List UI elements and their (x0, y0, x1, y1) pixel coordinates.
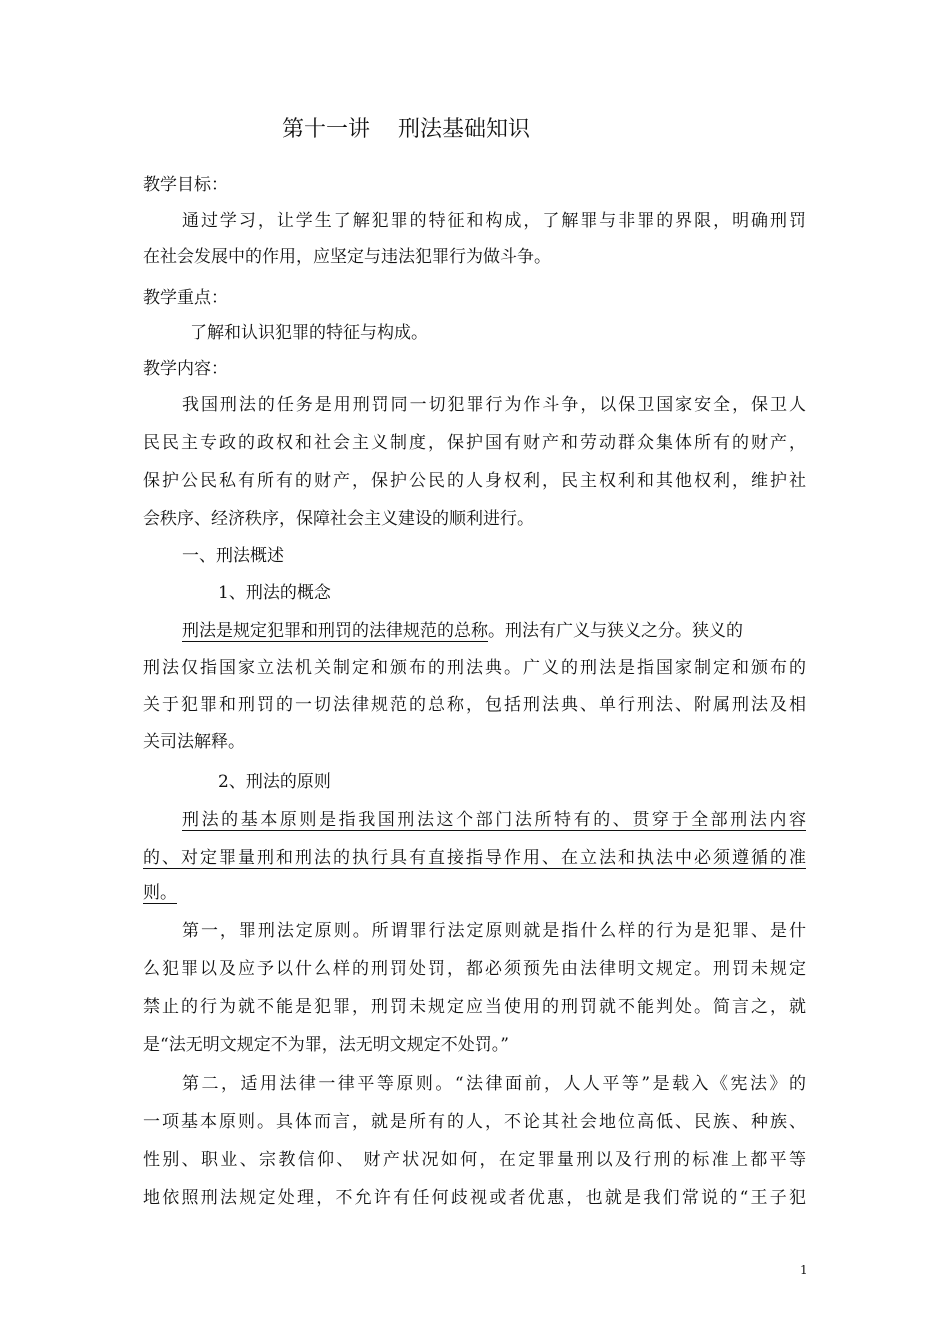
page-title (282, 112, 530, 148)
objectives-line-2: 在社会发展中的作用，应坚定与违法犯罪行为做斗争。 (143, 247, 551, 267)
first-principle-line-2: 么犯罪以及应予以什么样的刑罚处罚，都必须预先由法律明文规定。刑罚未规定 (143, 959, 806, 979)
concept-line-3: 关于犯罪和刑罚的一切法律规范的总称，包括刑法典、单行刑法、附属刑法及相 (143, 695, 806, 715)
content-line-1: 我国刑法的任务是用刑罚同一切犯罪行为作斗争，以保卫国家安全，保卫人 (182, 395, 806, 415)
content-line-3: 保护公民私有所有的财产，保护公民的人身权利，民主权利和其他权利，维护社 (143, 471, 806, 491)
concept-line-1-rest: 。刑法有广义与狭义之分。狭义的 (488, 621, 743, 641)
first-principle-line-1: 第一，罪刑法定原则。所谓罪行法定原则就是指什么样的行为是犯罪、是什 (182, 921, 806, 941)
first-principle-line-4: 是“法无明文规定不为罪，法无明文规定不处罚。” (143, 1035, 509, 1055)
heading-focus: 教学重点： (143, 288, 228, 308)
principle-line-3-underlined: 则。 (143, 883, 177, 903)
subsection-1-heading: 1、刑法的概念 (218, 583, 331, 603)
concept-definition-underlined: 刑法是规定犯罪和刑罚的法律规范的总称 (182, 621, 488, 641)
subsection-2-heading: 2、刑法的原则 (218, 772, 331, 792)
title-subject: 刑法基础知识 (398, 117, 531, 142)
title-lecture-number: 第十一讲 (282, 117, 371, 142)
objectives-line-1: 通过学习，让学生了解犯罪的特征和构成，了解罪与非罪的界限，明确刑罚 (182, 211, 806, 231)
principle-line-1 (182, 805, 806, 835)
principle-line-3 (143, 878, 813, 908)
heading-objectives: 教学目标： (143, 175, 228, 195)
concept-line-1 (182, 616, 806, 646)
section-1-heading: 一、刑法概述 (182, 546, 284, 566)
content-line-4: 会秩序、经济秩序，保障社会主义建设的顺利进行。 (143, 509, 534, 529)
first-principle-line-3: 禁止的行为就不能是犯罪，刑罚未规定应当使用的刑罚就不能判处。简言之，就 (143, 997, 806, 1017)
content-line-2: 民民主专政的政权和社会主义制度，保护国有财产和劳动群众集体所有的财产， (143, 433, 806, 453)
second-principle-line-3: 性别、职业、宗教信仰、 财产状况如何，在定罪量刑以及行刑的标准上都平等 (143, 1150, 806, 1170)
concept-line-2: 刑法仅指国家立法机关制定和颁布的刑法典。广义的刑法是指国家制定和颁布的 (143, 658, 806, 678)
concept-line-4: 关司法解释。 (143, 732, 245, 752)
principle-line-2 (143, 843, 806, 873)
principle-line-2-underlined: 的、对定罪量刑和刑法的执行具有直接指导作用、在立法和执法中必须遵循的准 (143, 848, 806, 868)
second-principle-line-1: 第二，适用法律一律平等原则。“法律面前，人人平等”是载入《宪法》的 (182, 1074, 806, 1094)
second-principle-line-4: 地依照刑法规定处理，不允许有任何歧视或者优惠，也就是我们常说的“王子犯 (143, 1188, 806, 1208)
heading-content: 教学内容： (143, 359, 228, 379)
second-principle-line-2: 一项基本原则。具体而言，就是所有的人，不论其社会地位高低、民族、种族、 (143, 1112, 806, 1132)
page-number: 1 (800, 1263, 808, 1277)
focus-line-1: 了解和认识犯罪的特征与构成。 (190, 323, 428, 343)
principle-line-1-underlined: 刑法的基本原则是指我国刑法这个部门法所特有的、贯穿于全部刑法内容 (182, 810, 806, 830)
